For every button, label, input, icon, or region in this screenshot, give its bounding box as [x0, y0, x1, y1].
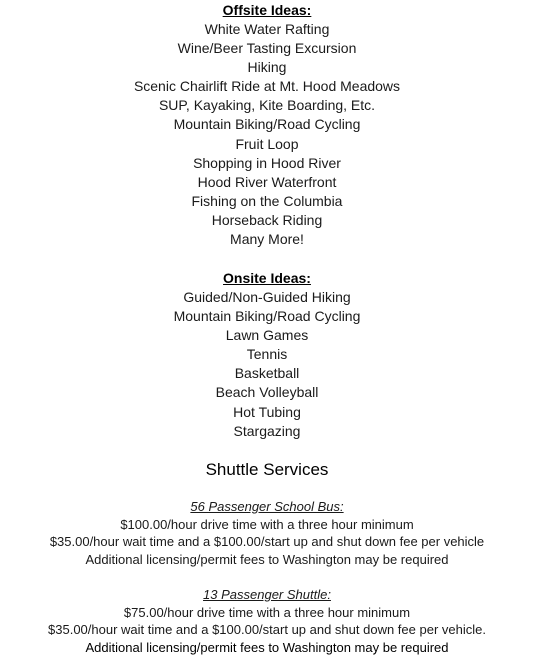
service-rate-line: $35.00/hour wait time and a $100.00/start up and shut down fee per vehicle.	[48, 622, 486, 638]
service-rate-line: Additional licensing/permit fees to Washington may be required	[85, 552, 449, 568]
offsite-item: Scenic Chairlift Ride at Mt. Hood Meadows	[133, 78, 401, 95]
onsite-item: Hot Tubing	[233, 403, 301, 420]
service-rate-line: $100.00/hour drive time with a three hour minimum	[120, 516, 414, 532]
onsite-item: Stargazing	[233, 422, 301, 439]
offsite-item: Hiking	[247, 59, 287, 76]
offsite-item: Wine/Beer Tasting Excursion	[177, 40, 357, 57]
school-bus-service	[0, 498, 534, 569]
offsite-item: White Water Rafting	[204, 21, 330, 37]
onsite-item: Mountain Biking/Road Cycling	[173, 308, 361, 325]
service-name: 56 Passenger School Bus:	[190, 499, 344, 514]
offsite-item: Horseback Riding	[211, 211, 323, 228]
offsite-ideas-heading: Offsite Ideas:	[222, 2, 312, 18]
passenger-shuttle-service	[0, 586, 534, 657]
offsite-item: Mountain Biking/Road Cycling	[173, 116, 361, 133]
onsite-item: Lawn Games	[225, 327, 309, 344]
offsite-item: Fruit Loop	[235, 135, 299, 152]
offsite-item: Fishing on the Columbia	[191, 192, 343, 209]
shuttle-services-title: Shuttle Services	[205, 460, 329, 479]
service-name: 13 Passenger Shuttle:	[203, 587, 331, 602]
onsite-item: Basketball	[234, 365, 300, 382]
offsite-item: Hood River Waterfront	[197, 173, 337, 190]
service-rate-line: Additional licensing/permit fees to Washington may be required	[85, 640, 449, 656]
offsite-ideas-section	[0, 1, 534, 249]
onsite-item: Tennis	[246, 346, 288, 363]
onsite-ideas-section	[0, 269, 534, 441]
onsite-item: Beach Volleyball	[215, 384, 319, 401]
service-rate-line: $35.00/hour wait time and a $100.00/start up and shut down fee per vehicle	[49, 534, 485, 550]
offsite-item: Many More!	[230, 231, 304, 248]
service-rate-line: $75.00/hour drive time with a three hour minimum	[123, 604, 411, 620]
offsite-item: SUP, Kayaking, Kite Boarding, Etc.	[158, 97, 376, 114]
onsite-ideas-heading: Onsite Ideas:	[223, 270, 311, 286]
onsite-item: Guided/Non-Guided Hiking	[183, 289, 351, 305]
offsite-item: Shopping in Hood River	[193, 154, 341, 171]
